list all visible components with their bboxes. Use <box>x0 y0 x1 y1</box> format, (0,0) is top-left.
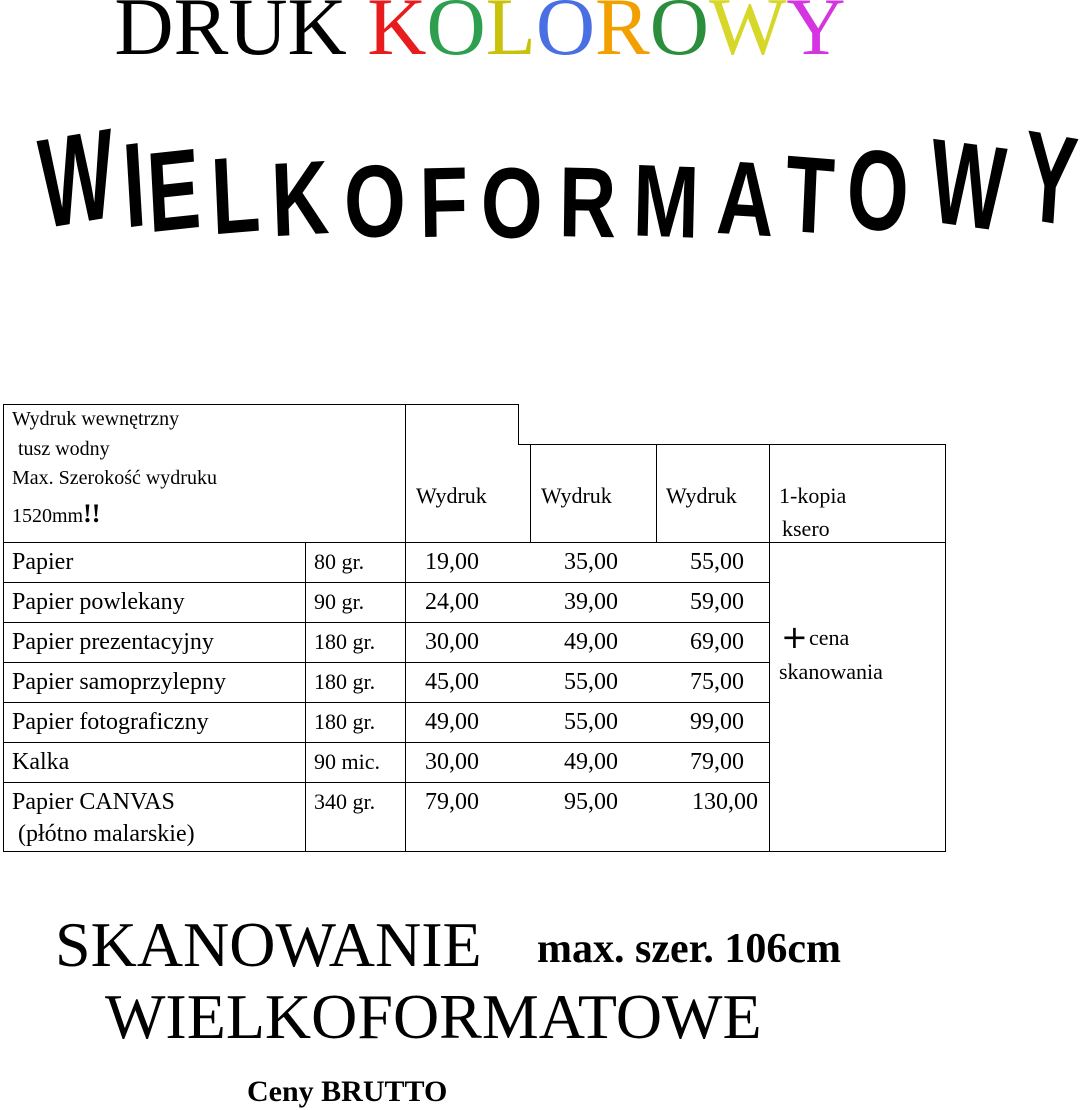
row-name: Papier <box>12 549 74 575</box>
scan-note: cena <box>809 625 850 650</box>
row-name: Papier fotograficzny <box>12 709 209 735</box>
table-line <box>3 582 770 583</box>
table-line <box>3 851 946 852</box>
title-letter: K <box>367 0 427 72</box>
table-line <box>3 622 770 623</box>
title-letter: T <box>783 132 837 259</box>
row-weight: 340 gr. <box>314 789 376 814</box>
row-price-1: 19,00 <box>425 549 479 575</box>
table-line <box>530 444 531 543</box>
table-line <box>3 404 519 405</box>
info-line: tusz wodny <box>18 438 110 460</box>
title-letter: I <box>119 117 150 254</box>
title-letter: K <box>269 138 331 260</box>
col-header-ksero: ksero <box>782 516 830 541</box>
row-price-1: 24,00 <box>425 589 479 615</box>
row-price-1: 45,00 <box>425 669 479 695</box>
row-price-2: 55,00 <box>564 709 618 735</box>
table-line <box>518 444 946 445</box>
row-price-3: 55,00 <box>690 549 744 575</box>
title-letter: E <box>144 124 204 258</box>
col-header-wydruk-2: Wydruk <box>541 483 612 508</box>
info-line: 1520mm!! <box>12 499 101 528</box>
row-price-2: 55,00 <box>564 669 618 695</box>
row-weight: 180 gr. <box>314 629 376 654</box>
title-wielkoformatowy <box>22 101 1081 276</box>
row-price-2: 49,00 <box>564 629 618 655</box>
row-price-3: 69,00 <box>690 629 744 655</box>
table-line <box>769 444 770 852</box>
title-letter: W <box>708 0 787 72</box>
col-header-wydruk-3: Wydruk <box>666 483 737 508</box>
row-price-1: 49,00 <box>425 709 479 735</box>
title-letter: Y <box>786 0 846 72</box>
title-letter: O <box>649 0 709 72</box>
col-header-ksero: 1-kopia <box>779 483 847 508</box>
row-weight: 180 gr. <box>314 709 376 734</box>
row-name: Papier CANVAS <box>12 789 175 815</box>
scanning-heading-2: WIELKOFORMATOWE <box>105 981 762 1052</box>
table-line <box>3 662 770 663</box>
scanning-heading: SKANOWANIE <box>55 909 482 980</box>
table-line <box>3 782 770 783</box>
title-letter: O <box>343 143 408 261</box>
row-price-2: 39,00 <box>564 589 618 615</box>
title-letter: W <box>926 113 1010 258</box>
info-line: Wydruk wewnętrzny <box>12 408 180 430</box>
table-line <box>405 404 406 852</box>
title-letter: F <box>418 146 469 259</box>
row-price-2: 35,00 <box>564 549 618 575</box>
table-line <box>945 444 946 852</box>
row-weight: 90 gr. <box>314 589 365 614</box>
title-letter: R <box>595 0 650 72</box>
row-price-3: 79,00 <box>690 749 744 775</box>
table-line <box>3 542 946 543</box>
row-weight: 180 gr. <box>314 669 376 694</box>
row-price-3: 75,00 <box>690 669 744 695</box>
row-name-sub: (płótno malarskie) <box>18 821 195 847</box>
row-price-1: 30,00 <box>425 629 479 655</box>
row-name: Papier powlekany <box>12 589 185 615</box>
title-letter: M <box>631 143 701 261</box>
row-name: Papier samoprzylepny <box>12 669 226 695</box>
title-letter: DRUK <box>114 0 368 72</box>
row-name: Kalka <box>12 749 70 775</box>
title-letter: Y <box>1019 103 1081 255</box>
title-letter: R <box>557 146 617 260</box>
col-header-wydruk-1: Wydruk <box>416 483 487 508</box>
title-letter: O <box>481 147 543 260</box>
row-price-3: 130,00 <box>692 789 758 815</box>
row-weight: 90 mic. <box>314 749 380 774</box>
row-price-3: 59,00 <box>690 589 744 615</box>
scanning-width: max. szer. 106cm <box>537 926 842 972</box>
title-letter: A <box>714 138 776 260</box>
title-letter: O <box>426 0 486 72</box>
row-name: Papier prezentacyjny <box>12 629 214 655</box>
title-letter: O <box>844 124 913 258</box>
scan-note: skanowania <box>779 659 883 684</box>
title-letter: L <box>485 0 536 72</box>
table-line <box>3 742 770 743</box>
row-price-2: 49,00 <box>564 749 618 775</box>
table-line <box>656 444 657 543</box>
row-price-2: 95,00 <box>564 789 618 815</box>
title-letter: L <box>208 132 263 259</box>
row-price-1: 79,00 <box>425 789 479 815</box>
title-letter: W <box>34 101 119 257</box>
title-letter: O <box>535 0 596 72</box>
row-weight: 80 gr. <box>314 549 365 574</box>
title-druk-kolorowy <box>0 0 960 72</box>
table-line <box>518 404 519 445</box>
footer-note: Ceny BRUTTO <box>247 1075 448 1108</box>
table-line <box>305 542 306 852</box>
plus-sign: + <box>781 618 808 656</box>
row-price-1: 30,00 <box>425 749 479 775</box>
info-line: Max. Szerokość wydruku <box>12 467 217 489</box>
row-price-3: 99,00 <box>690 709 744 735</box>
table-line <box>3 404 4 852</box>
table-line <box>3 702 770 703</box>
